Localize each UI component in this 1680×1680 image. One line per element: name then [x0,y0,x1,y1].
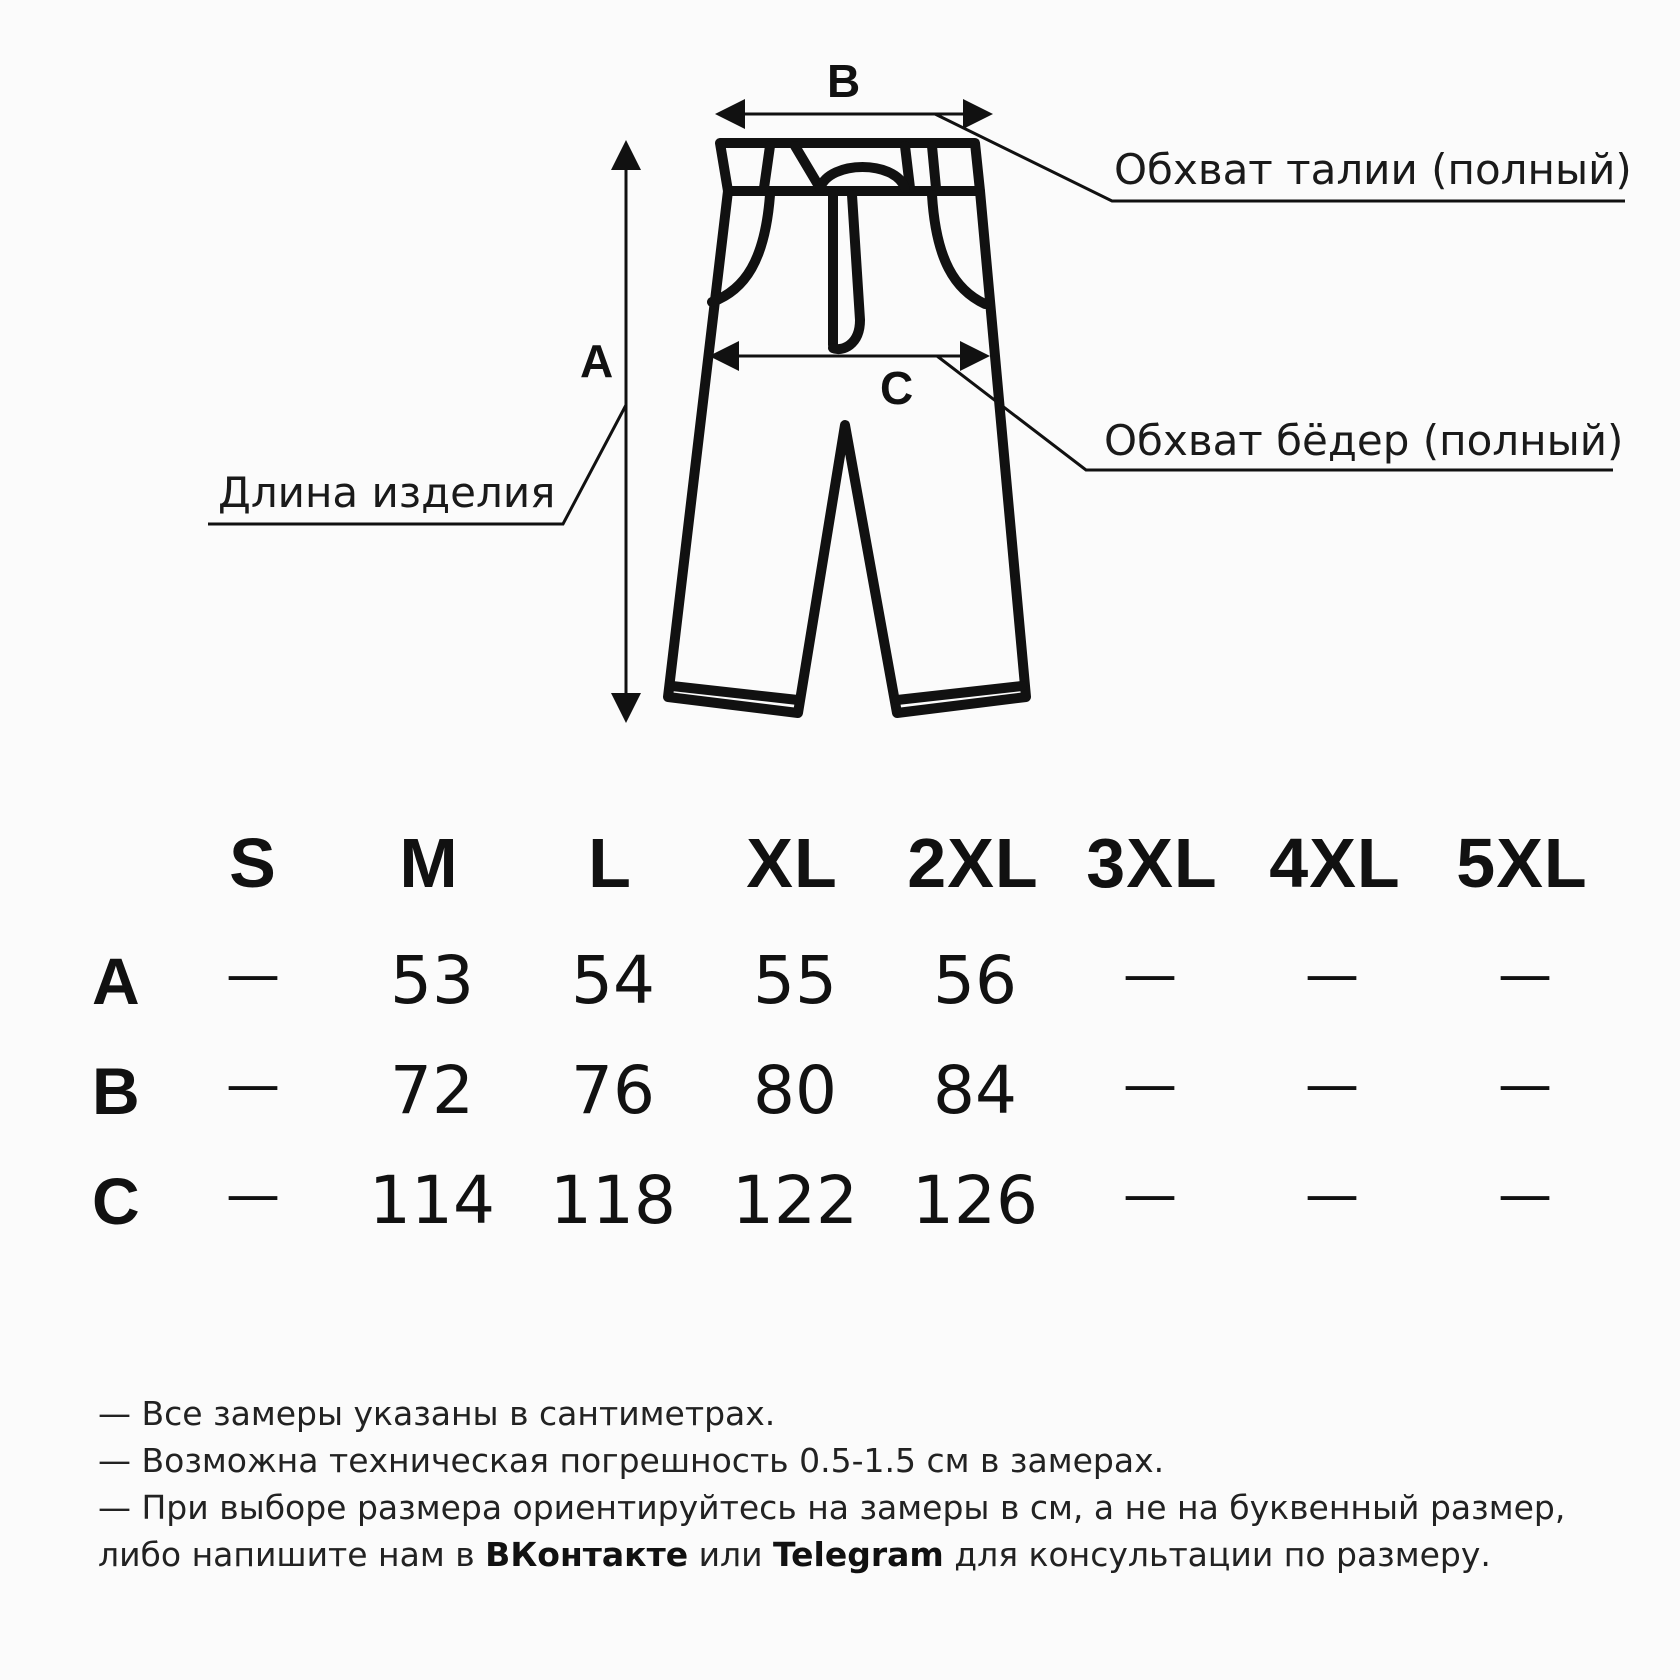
vk-link[interactable]: ВКонтакте [485,1535,689,1574]
table-cell: 53 [390,942,474,1019]
table-cell: — [1305,1163,1359,1226]
note-text: либо напишите нам в [98,1535,486,1574]
table-cell: — [1123,1163,1177,1226]
size-header: 4XL [1269,824,1401,902]
row-label-b: B [92,1054,140,1128]
note-line: — При выборе размера ориентируйтесь на замеры в см, а не на буквенный размер, [98,1488,1566,1527]
row-label-a: A [92,944,140,1018]
table-cell: — [1123,943,1177,1006]
table-cell: 114 [369,1162,495,1239]
table-cell: 126 [912,1162,1038,1239]
table-cell: 80 [753,1052,837,1129]
size-header: L [588,824,632,902]
notes [98,1390,1618,1578]
table-cell: — [1123,1053,1177,1116]
table-cell: — [1498,1163,1552,1226]
pants-diagram [0,0,1680,780]
table-cell: 122 [732,1162,858,1239]
size-header: 3XL [1086,824,1218,902]
size-header: 5XL [1456,824,1588,902]
telegram-link[interactable]: Telegram [773,1535,944,1574]
size-header: S [229,824,277,902]
size-header: 2XL [907,824,1039,902]
table-cell: — [1305,943,1359,1006]
table-cell: — [226,1163,280,1226]
note-line: — Возможна техническая погрешность 0.5-1.5 см в замерах. [98,1441,1165,1480]
table-cell: 54 [571,942,655,1019]
callout-length: Длина изделия [218,468,556,517]
callout-waist: Обхват талии (полный) [1114,145,1632,194]
table-cell: — [1498,1053,1552,1116]
table-cell: 72 [390,1052,474,1129]
table-cell: — [1498,943,1552,1006]
row-label-c: C [92,1164,140,1238]
note-text: или [688,1535,774,1574]
note-line: — Все замеры указаны в сантиметрах. [98,1394,776,1433]
callout-hips: Обхват бёдер (полный) [1104,416,1624,465]
pants-outline [668,143,1026,713]
table-cell: 76 [571,1052,655,1129]
size-header: XL [746,824,838,902]
table-cell: 56 [933,942,1017,1019]
table-cell: 55 [753,942,837,1019]
pants-illustration [0,0,1680,780]
table-cell: — [226,943,280,1006]
label-c: C [880,362,914,414]
table-cell: — [1305,1053,1359,1116]
table-cell: 118 [550,1162,676,1239]
note-text: для консультации по размеру. [943,1535,1491,1574]
label-a: A [580,335,614,387]
note-line [98,1531,1618,1578]
table-cell: 84 [933,1052,1017,1129]
table-cell: — [226,1053,280,1116]
label-b: B [827,55,861,107]
size-header: M [399,824,459,902]
